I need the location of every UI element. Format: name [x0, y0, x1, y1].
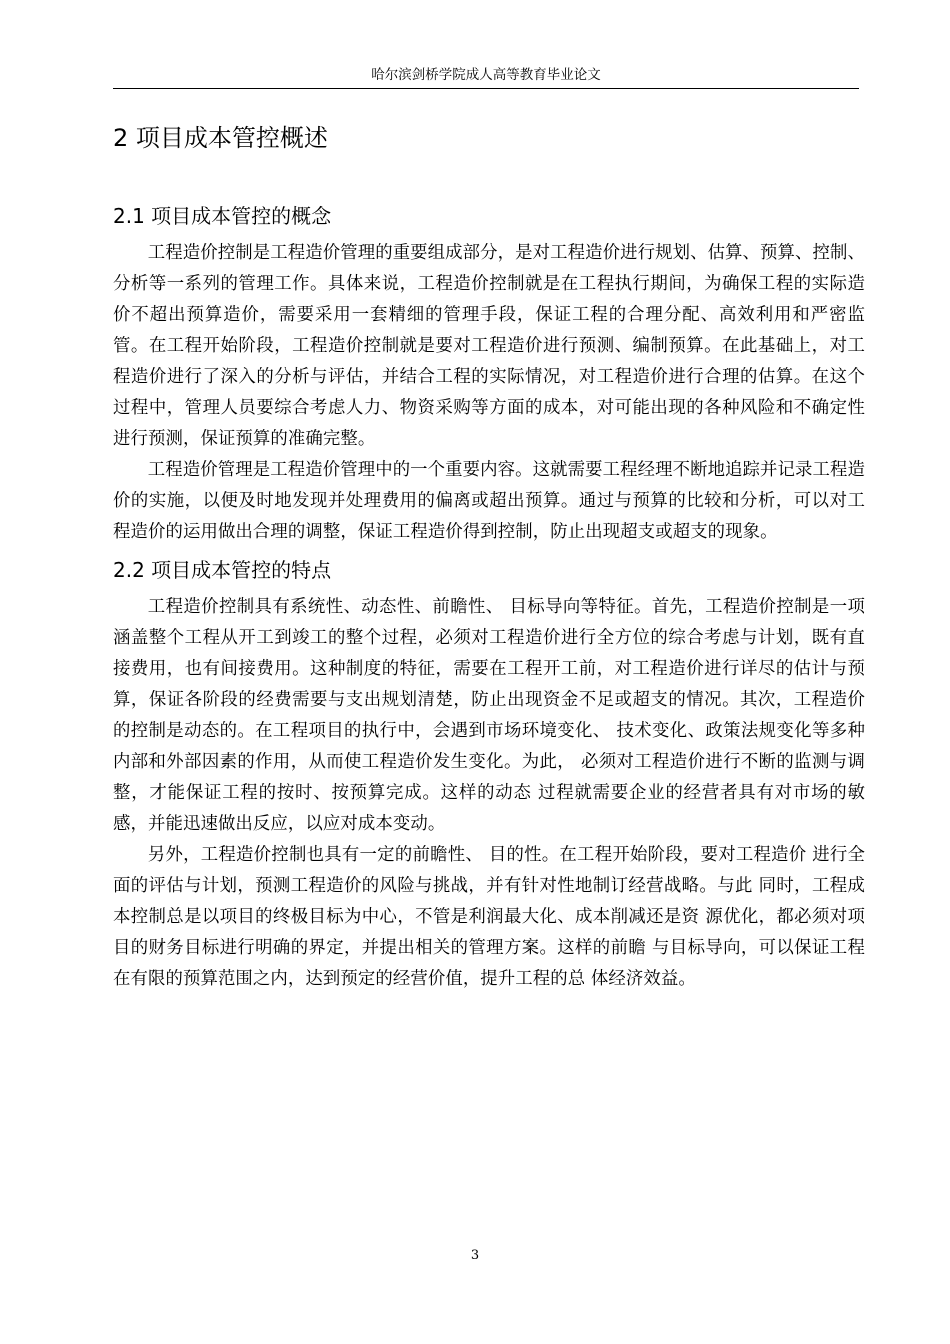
section-title-2-1: 2.1 项目成本管控的概念 — [113, 204, 332, 228]
section-title-2-2: 2.2 项目成本管控的特点 — [113, 558, 332, 582]
running-header: 哈尔滨剑桥学院成人高等教育毕业论文 — [113, 62, 859, 89]
paragraph-2-1-1: 工程造价控制是工程造价管理的重要组成部分，是对工程造价进行规划、估算、预算、控制、分析等一系列的管理工作。具体来说，工程造价控制就是在工程执行期间，为确保工程的实际造价不超出预算造价，需要采用一套精细的管理手段，保证工程的合理分配、高效利用和严密监管。在工程开始阶段，工程造价控制就是要对工程造价进行预测、编制预算。在此基础上，对工程造价进行了深入的分析与评估，并结合工程的实际情况，对工程造价进行合理的估算。在这个过程中，管理人员要综合考虑人力、物资采购等方面的成本，对可能出现的各种风险和不确定性进行预测，保证预算的准确完整。 — [113, 243, 865, 449]
paragraph-2-1-2: 工程造价管理是工程造价管理中的一个重要内容。这就需要工程经理不断地追踪并记录工程造价的实施，以便及时地发现并处理费用的偏离或超出预算。通过与预算的比较和分析，可以对工程造价的运用做出合理的调整，保证工程造价得到控制，防止出现超支或超支的现象。 — [113, 460, 865, 542]
paragraph-2-2-1: 工程造价控制具有系统性、动态性、前瞻性、 目标导向等特征。首先，工程造价控制是一项涵盖整个工程从开工到竣工的整个过程，必须对工程造价进行全方位的综合考虑与计划，既有直接费用，也有间接费用。这种制度的特征，需要在工程开工前，对工程造价进行详尽的估计与预算，保证各阶段的经费需要与支出规划清楚，防止出现资金不足或超支的情况。其次，工程造价的控制是动态的。在工程项目的执行中，会遇到市场环境变化、 技术变化、政策法规变化等多种内部和外部因素的作用，从而使工程造价发生变化。为此， 必须对工程造价进行不断的监测与调整，才能保证工程的按时、按预算完成。这样的动态 过程就需要企业的经营者具有对市场的敏感，并能迅速做出反应，以应对成本变动。 — [113, 597, 865, 834]
paragraph-2-2-2: 另外，工程造价控制也具有一定的前瞻性、 目的性。在工程开始阶段，要对工程造价 进行全面的评估与计划，预测工程造价的风险与挑战，并有针对性地制订经营战略。与此 同时，工程成本控制总是以项目的终极目标为中心，不管是利润最大化、成本削减还是资 源优化，都必须对项目的财务目标进行明确的界定，并提出相关的管理方案。这样的前瞻 与目标导向，可以保证工程在有限的预算范围之内，达到预定的经营价值，提升工程的总 体经济效益。 — [113, 845, 865, 989]
page-body — [113, 118, 865, 995]
chapter-title: 2 项目成本管控概述 — [113, 124, 328, 152]
page-number: 3 — [470, 1248, 480, 1263]
